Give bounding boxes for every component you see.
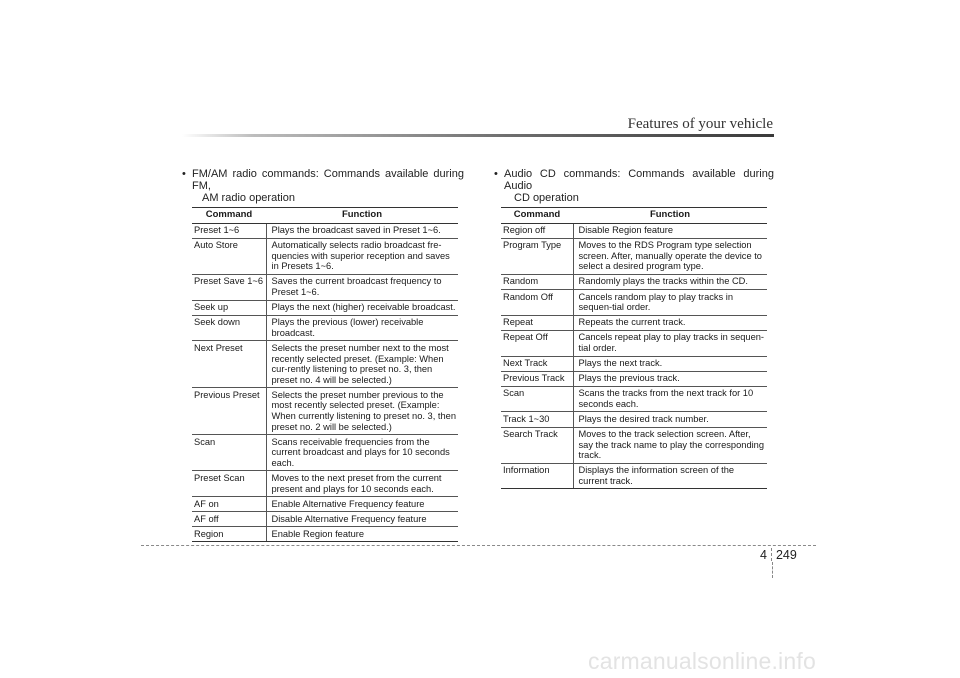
function-cell: Plays the previous track. [573, 371, 767, 386]
table-row [501, 463, 767, 489]
table-row [192, 274, 458, 300]
command-cell: Preset Scan [192, 471, 266, 497]
page-separator [771, 548, 772, 561]
table-row [501, 427, 767, 463]
command-cell: Information [501, 463, 573, 489]
table-row [501, 223, 767, 238]
function-cell: Plays the next track. [573, 356, 767, 371]
command-cell: AF on [192, 497, 266, 512]
intro-line-2: AM radio operation [202, 192, 295, 204]
command-cell: Scan [501, 386, 573, 412]
intro-line-1: FM/AM radio commands: Commands available during FM, [192, 168, 464, 192]
command-cell: Previous Preset [192, 388, 266, 435]
fm-am-commands-table [192, 207, 458, 542]
table-row [192, 315, 458, 341]
function-cell: Disable Region feature [573, 223, 767, 238]
table-row [192, 300, 458, 315]
command-cell: Region off [501, 223, 573, 238]
command-cell: Next Preset [192, 341, 266, 388]
function-cell: Selects the preset number previous to the most recently selected preset. (Example: When currently listening to preset no. 3, then preset no. 2 will be selected.) [266, 388, 458, 435]
table-row [501, 330, 767, 356]
watermark: carmanualsonline.info [588, 648, 816, 674]
table-row [501, 356, 767, 371]
command-cell: Auto Store [192, 238, 266, 274]
table-row [192, 238, 458, 274]
bullet-icon: • [494, 168, 498, 180]
command-cell: Previous Track [501, 371, 573, 386]
intro-line-1: Audio CD commands: Commands available during Audio [504, 168, 774, 192]
function-cell: Cancels repeat play to play tracks in sequen-tial order. [573, 330, 767, 356]
table-row [501, 371, 767, 386]
command-cell: Random Off [501, 290, 573, 316]
command-cell: Region [192, 527, 266, 542]
table-row [192, 341, 458, 388]
command-cell: Scan [192, 435, 266, 471]
function-cell: Enable Region feature [266, 527, 458, 542]
table-row [501, 412, 767, 427]
command-cell: Program Type [501, 238, 573, 274]
function-cell: Cancels random play to play tracks in sequen-tial order. [573, 290, 767, 316]
page-header-title: Features of your vehicle [627, 116, 773, 132]
table-row [192, 512, 458, 527]
function-cell: Saves the current broadcast frequency to Preset 1~6. [266, 274, 458, 300]
function-cell: Repeats the current track. [573, 315, 767, 330]
table-row [501, 386, 767, 412]
header-command: Command [501, 208, 573, 224]
fm-am-intro [182, 168, 464, 204]
page-number [760, 548, 797, 562]
header-function: Function [573, 208, 767, 224]
table-row [192, 388, 458, 435]
command-cell: Preset Save 1~6 [192, 274, 266, 300]
function-cell: Plays the next (higher) receivable broadcast. [266, 300, 458, 315]
table-row [192, 435, 458, 471]
function-cell: Enable Alternative Frequency feature [266, 497, 458, 512]
table-row [192, 497, 458, 512]
table-row [501, 290, 767, 316]
function-cell: Disable Alternative Frequency feature [266, 512, 458, 527]
function-cell: Randomly plays the tracks within the CD. [573, 274, 767, 289]
table-row [192, 223, 458, 238]
command-cell: Seek up [192, 300, 266, 315]
function-cell: Selects the preset number next to the most recently selected preset. (Example: When cur-rently listening to preset no. 3, then preset no. 4 will be selected.) [266, 341, 458, 388]
header-function: Function [266, 208, 458, 224]
audio-cd-commands-table [501, 207, 767, 489]
function-cell: Scans receivable frequencies from the current broadcast and plays for 10 seconds each. [266, 435, 458, 471]
header-rule [182, 134, 774, 137]
command-cell: Next Track [501, 356, 573, 371]
command-cell: Track 1~30 [501, 412, 573, 427]
page-number-value: 249 [775, 548, 797, 562]
table-row [501, 274, 767, 289]
function-cell: Moves to the RDS Program type selection screen. After, manually operate the device to select a desired program type. [573, 238, 767, 274]
command-cell: Preset 1~6 [192, 223, 266, 238]
command-cell: Repeat Off [501, 330, 573, 356]
footer-rule [141, 545, 816, 546]
function-cell: Automatically selects radio broadcast fre-quencies with superior reception and saves in Presets 1~6. [266, 238, 458, 274]
table-row [501, 315, 767, 330]
command-cell: Seek down [192, 315, 266, 341]
command-cell: AF off [192, 512, 266, 527]
function-cell: Plays the previous (lower) receivable broadcast. [266, 315, 458, 341]
table-row [192, 527, 458, 542]
chapter-number: 4 [760, 548, 767, 562]
table-row [192, 471, 458, 497]
intro-line-2: CD operation [514, 192, 579, 204]
function-cell: Scans the tracks from the next track for 10 seconds each. [573, 386, 767, 412]
footer-dash-line [772, 562, 773, 578]
function-cell: Plays the broadcast saved in Preset 1~6. [266, 223, 458, 238]
command-cell: Search Track [501, 427, 573, 463]
command-cell: Repeat [501, 315, 573, 330]
function-cell: Moves to the next preset from the current present and plays for 10 seconds each. [266, 471, 458, 497]
bullet-icon: • [182, 168, 186, 180]
function-cell: Displays the information screen of the current track. [573, 463, 767, 489]
table-row [501, 238, 767, 274]
function-cell: Plays the desired track number. [573, 412, 767, 427]
audio-cd-intro [494, 168, 774, 204]
function-cell: Moves to the track selection screen. After, say the track name to play the corresponding track. [573, 427, 767, 463]
header-command: Command [192, 208, 266, 224]
command-cell: Random [501, 274, 573, 289]
